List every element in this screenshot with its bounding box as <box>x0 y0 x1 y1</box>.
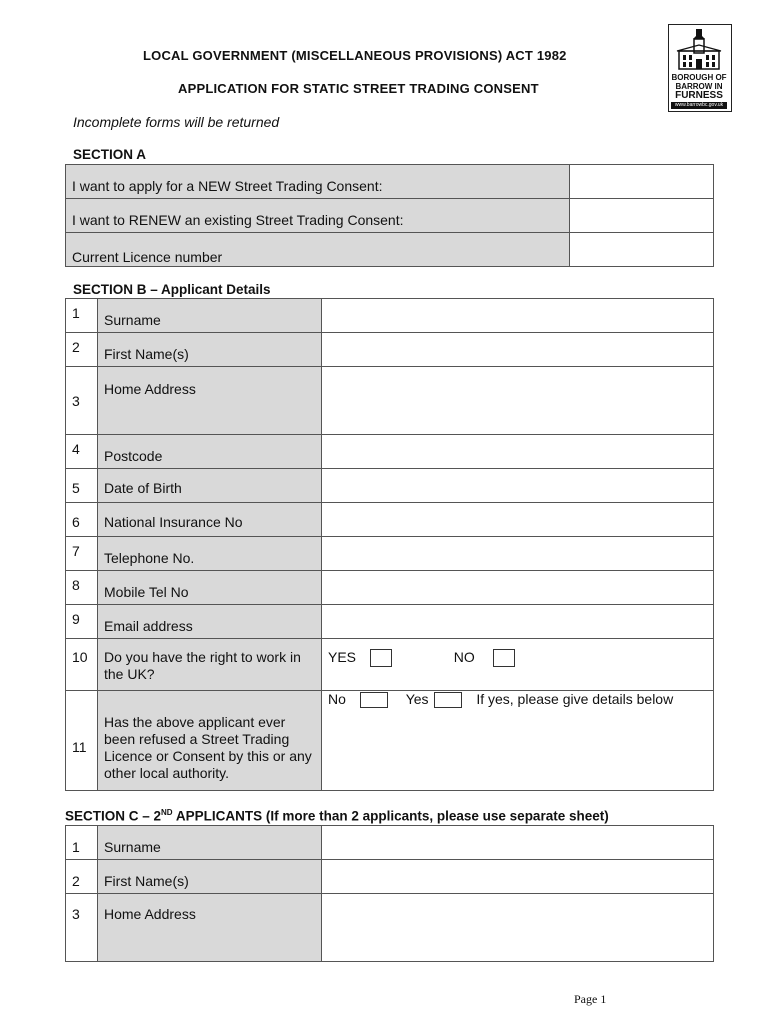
row-number: 6 <box>66 503 98 537</box>
logo-line-1: BOROUGH OF <box>671 73 727 82</box>
logo-line-3: FURNESS <box>675 90 723 101</box>
row-number: 11 <box>66 691 98 791</box>
section-c-title: SECTION C – 2ND APPLICANTS (If more than 2 applicants, please use separate sheet) <box>65 808 609 824</box>
town-hall-icon <box>675 29 723 71</box>
row-number: 5 <box>66 469 98 503</box>
field-label: Home Address <box>98 894 322 962</box>
second-surname-input[interactable] <box>322 826 714 860</box>
no-label: NO <box>453 649 475 665</box>
page-number: Page 1 <box>574 992 607 1006</box>
section-a-label: I want to RENEW an existing Street Trading Consent: <box>66 199 570 233</box>
renew-consent-field[interactable] <box>570 199 714 233</box>
yes-label: YES <box>328 649 357 665</box>
national-insurance-input[interactable] <box>322 503 714 537</box>
field-label: Home Address <box>98 367 322 435</box>
email-input[interactable] <box>322 605 714 639</box>
second-home-address-input[interactable] <box>322 894 714 962</box>
home-address-input[interactable] <box>322 367 714 435</box>
field-label: Postcode <box>98 435 322 469</box>
refused-no-label: No <box>328 691 346 707</box>
field-label: Telephone No. <box>98 537 322 571</box>
row-number: 9 <box>66 605 98 639</box>
right-to-work-yes-checkbox[interactable] <box>370 649 392 667</box>
field-label: Email address <box>98 605 322 639</box>
row-number: 1 <box>66 299 98 333</box>
row-number: 2 <box>66 860 98 894</box>
row-number: 7 <box>66 537 98 571</box>
first-names-input[interactable] <box>322 333 714 367</box>
row-number: 10 <box>66 639 98 691</box>
right-to-work-cell <box>322 639 714 691</box>
refused-yes-label: Yes <box>405 691 429 707</box>
postcode-input[interactable] <box>322 435 714 469</box>
licence-number-field[interactable] <box>570 233 714 267</box>
row-number: 3 <box>66 894 98 962</box>
field-label: Mobile Tel No <box>98 571 322 605</box>
refused-details-label: If yes, please give details below <box>476 691 674 707</box>
logo-line-2: BARROW IN <box>675 82 723 91</box>
form-title: LOCAL GOVERNMENT (MISCELLANEOUS PROVISIONS) ACT 1982 <box>143 48 567 63</box>
section-b-title: SECTION B – Applicant Details <box>73 282 271 297</box>
field-label: First Name(s) <box>98 860 322 894</box>
section-a-label: Current Licence number <box>66 233 570 267</box>
row-number: 8 <box>66 571 98 605</box>
form-subtitle: APPLICATION FOR STATIC STREET TRADING CONSENT <box>178 81 539 96</box>
field-label: Do you have the right to work in the UK? <box>98 639 322 691</box>
telephone-input[interactable] <box>322 537 714 571</box>
council-logo <box>668 24 732 112</box>
surname-input[interactable] <box>322 299 714 333</box>
field-label: Surname <box>98 826 322 860</box>
second-first-names-input[interactable] <box>322 860 714 894</box>
field-label: Surname <box>98 299 322 333</box>
section-a-label: I want to apply for a NEW Street Trading Consent: <box>66 165 570 199</box>
row-number: 4 <box>66 435 98 469</box>
field-label: First Name(s) <box>98 333 322 367</box>
new-consent-field[interactable] <box>570 165 714 199</box>
refused-no-checkbox[interactable] <box>360 692 388 708</box>
mobile-input[interactable] <box>322 571 714 605</box>
incomplete-note: Incomplete forms will be returned <box>73 114 280 130</box>
row-number: 2 <box>66 333 98 367</box>
field-label: National Insurance No <box>98 503 322 537</box>
field-label: Date of Birth <box>98 469 322 503</box>
section-c-table <box>65 825 714 962</box>
date-of-birth-input[interactable] <box>322 469 714 503</box>
refused-cell <box>322 691 714 791</box>
section-b-table <box>65 298 714 791</box>
section-a-table <box>65 164 714 267</box>
logo-url: www.barrowbc.gov.uk <box>671 102 727 109</box>
right-to-work-no-checkbox[interactable] <box>493 649 515 667</box>
row-number: 3 <box>66 367 98 435</box>
section-a-title: SECTION A <box>73 147 147 162</box>
row-number: 1 <box>66 826 98 860</box>
field-label: Has the above applicant ever been refused a Street Trading Licence or Consent by this or any other local authority. <box>98 691 322 791</box>
refused-yes-checkbox[interactable] <box>434 692 462 708</box>
